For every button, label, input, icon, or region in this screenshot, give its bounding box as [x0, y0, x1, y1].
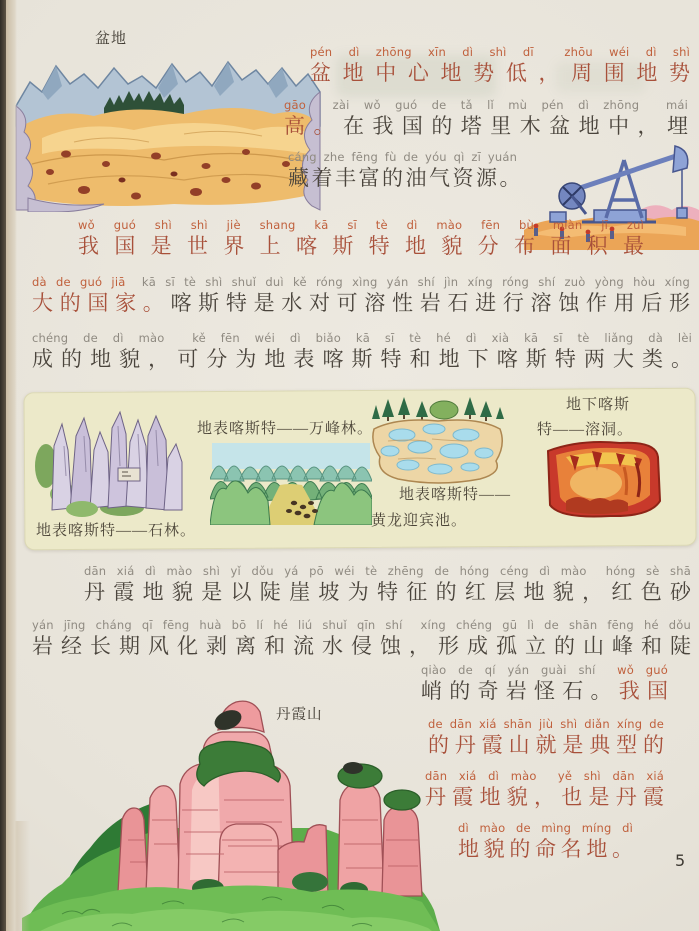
text-line-p1l2 [284, 99, 688, 140]
hanzi-line: 丹霞地貌，也是丹霞 [425, 785, 664, 809]
hanzi-line: 大的国家。喀斯特是水对可溶性岩石进行溶蚀作用后形 [32, 291, 691, 315]
wanfenglin-illustration [210, 441, 372, 525]
pinyin-line: chéng de dì mào kě fēn wéi dì biǎo kā sī tè hé dì xià kā sī tè liǎng dà lèi [32, 331, 692, 345]
hanzi-line: 的丹霞山就是典型的 [428, 733, 664, 757]
huanglong-pools-illustration [368, 395, 506, 485]
pinyin-line: gāo zài wǒ guó de tǎ lǐ mù pén dì zhōng mái [284, 98, 688, 112]
pinyin-line: yán jīng cháng qī fēng huà bō lí hé liú shuǐ qīn shí xíng chéng gū lì de shān fēng hé dǒu [32, 618, 691, 632]
caption-wanfenglin: 地表喀斯特——万峰林。 [197, 421, 374, 437]
text-line-p2l3 [32, 332, 692, 373]
hanzi-line: 成的地貌，可分为地表喀斯特和地下喀斯特两大类。 [32, 347, 692, 371]
danxia-label: 丹霞山 [276, 707, 323, 723]
book-spine-edge [0, 0, 6, 931]
pinyin-line: qiào de qí yán guài shí wǒ guó [421, 663, 668, 677]
caption-cave-line1: 地下喀斯 [566, 397, 631, 413]
page-edge [6, 0, 17, 931]
danxia-mountain-drawing [22, 680, 450, 931]
hanzi-line: 丹霞地貌是以陡崖坡为特征的红层地貌，红色砂 [84, 580, 691, 604]
text-line-p3l4 [428, 718, 664, 759]
caption-cave-line2: 特——溶洞。 [537, 422, 634, 438]
hanzi-line: 藏着丰富的油气资源。 [288, 166, 523, 190]
caption-huanglong-line1: 地表喀斯特—— [399, 487, 512, 503]
page-number: 5 [675, 851, 686, 870]
text-line-p3l1 [84, 565, 691, 606]
pinyin-line: dān xiá dì mào yě shì dān xiá [425, 769, 664, 783]
caption-huanglong-line2: 黄龙迎宾池。 [371, 513, 468, 529]
pinyin-line: dì mào de mìng míng dì [458, 821, 633, 835]
pinyin-line: dān xiá dì mào shì yǐ dǒu yá pō wéi tè zhēng de hóng céng dì mào hóng sè shā [84, 564, 691, 578]
hanzi-line: 岩经长期风化剥离和流水侵蚀，形成孤立的山峰和陡 [32, 634, 691, 658]
pinyin-line: dà de guó jiā kā sī tè shì shuǐ duì kě róng xìng yán shí jìn xíng róng shí zuò yòng hòu xíng [32, 275, 690, 289]
text-line-p2l2 [32, 276, 690, 317]
karst-cave-illustration [540, 437, 664, 519]
stone-forest-illustration [34, 406, 186, 518]
pinyin-line: pén dì zhōng xīn dì shì dī zhōu wéi dì shì [310, 45, 690, 59]
text-line-p3l3 [421, 664, 668, 705]
hanzi-line: 峭的奇岩怪石。我国 [421, 679, 668, 703]
basin-landscape-drawing [14, 42, 322, 212]
danxia-mountain-illustration [22, 680, 450, 931]
pinyin-line: cáng zhe fēng fù de yóu qì zī yuán [288, 150, 518, 164]
huanglong-pools-drawing [368, 395, 506, 485]
pinyin-line: de dān xiá shān jiù shì diǎn xíng de [428, 717, 664, 731]
basin-label: 盆地 [95, 31, 128, 47]
wanfenglin-drawing [210, 441, 372, 525]
pinyin-line: wǒ guó shì shì jiè shang kā sī tè dì mào fēn bù miàn jī zuì [78, 218, 644, 232]
hanzi-line: 高。在我国的塔里木盆地中，埋 [284, 114, 689, 138]
text-line-p3l2 [32, 619, 691, 660]
stone-forest-drawing [34, 406, 186, 518]
hanzi-line: 我国是世界上喀斯特地貌分布面积最 [78, 234, 644, 258]
text-line-p2l1 [78, 219, 644, 260]
text-line-p3l6 [458, 822, 633, 863]
caption-stone-forest: 地表喀斯特——石林。 [36, 523, 197, 539]
text-line-p3l5 [425, 770, 664, 811]
hanzi-line: 地貌的命名地。 [458, 837, 633, 861]
text-line-p1l3 [288, 151, 548, 192]
hanzi-line: 盆地中心地势低，周围地势 [310, 61, 690, 85]
karst-cave-drawing [540, 437, 664, 519]
text-line-p1l1 [310, 46, 690, 87]
basin-illustration [14, 42, 322, 212]
